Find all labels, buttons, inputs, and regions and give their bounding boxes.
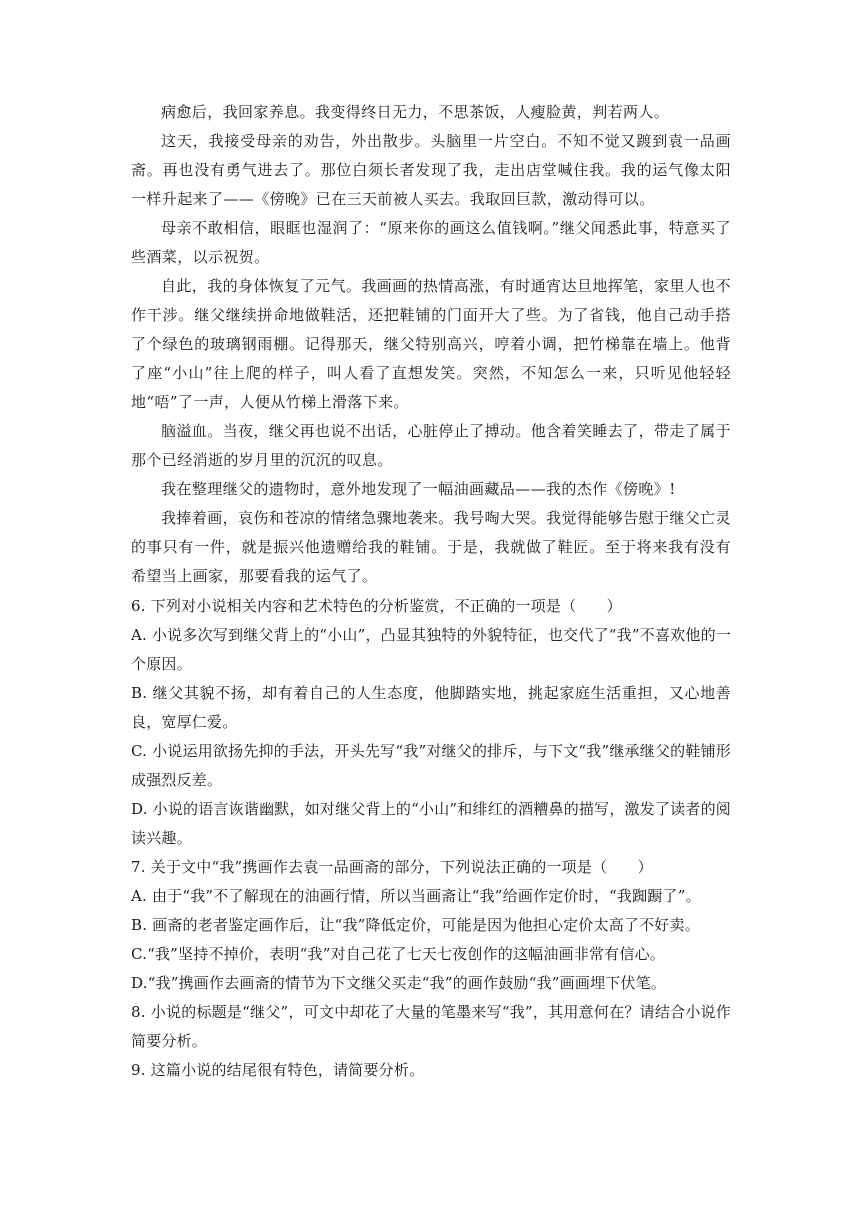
question-6-stem: 6. 下列对小说相关内容和艺术特色的分析鉴赏，不正确的一项是（ ） xyxy=(131,597,622,615)
story-paragraph: 病愈后，我回家养息。我变得终日无力，不思茶饭，人瘦脸黄，判若两人。 xyxy=(161,103,670,121)
question-section xyxy=(131,592,731,1085)
question-9-stem: 9. 这篇小说的结尾很有特色，请简要分析。 xyxy=(131,1061,425,1079)
question-7-option-d: D.“我”携画作去画斋的情节为下文继父买走“我”的画作鼓励“我”画画埋下伏笔。 xyxy=(131,974,667,992)
story-paragraph: 自此，我的身体恢复了元气。我画画的热情高涨，有时通宵达旦地挥笔，家里人也不作干涉。继父继续拼命地做鞋活，还把鞋铺的门面开大了些。为了省钱，他自己动手搭了个绿色的玻璃钢雨棚。记得那天，继父特别高兴，哼着小调，把竹梯靠在墙上。他背了座“小山”往上爬的样子，叫人看了直想发笑。突然，不知怎么一来，只听见他轻轻地“唔”了一声，人便从竹梯上滑落下来。 xyxy=(131,277,731,411)
question-7-stem: 7. 关于文中“我”携画作去袁一品画斋的部分，下列说法正确的一项是（ ） xyxy=(131,858,653,876)
question-7-option-b: B. 画斋的老者鉴定画作后，让“我”降低定价，可能是因为他担心定价太高了不好卖。 xyxy=(131,916,700,934)
story-paragraph: 脑溢血。当夜，继父再也说不出话，心脏停止了搏动。他含着笑睡去了，带走了属于那个已经消逝的岁月里的沉沉的叹息。 xyxy=(131,422,731,469)
story-paragraph: 这天，我接受母亲的劝告，外出散步。头脑里一片空白。不知不觉又踱到袁一品画斋。再也没有勇气进去了。那位白须长者发现了我，走出店堂喊住我。我的运气像太阳一样升起来了——《傍晚》已在三天前被人买去。我取回巨款，激动得可以。 xyxy=(131,132,731,208)
question-6-option-b: B. 继父其貌不扬，却有着自己的人生态度，他脚踏实地，挑起家庭生活重担，又心地善良，宽厚仁爱。 xyxy=(131,684,731,731)
question-6-option-d: D. 小说的语言诙谐幽默，如对继父背上的“小山”和绯红的酒糟鼻的描写，激发了读者的阅读兴趣。 xyxy=(131,800,731,847)
page-content xyxy=(131,98,731,1085)
story-paragraph: 我在整理继父的遗物时，意外地发现了一幅油画藏品——我的杰作《傍晚》! xyxy=(161,480,676,498)
story-paragraph: 我捧着画，哀伤和苍凉的情绪急骤地袭来。我号啕大哭。我觉得能够告慰于继父亡灵的事只有一件，就是振兴他遗赠给我的鞋铺。于是，我就做了鞋匠。至于将来我有没有希望当上画家，那要看我的运气了。 xyxy=(131,509,731,585)
question-6-option-c: C. 小说运用欲扬先抑的手法，开头先写“我”对继父的排斥，与下文“我”继承继父的鞋铺形成强烈反差。 xyxy=(131,742,731,789)
story-paragraph: 母亲不敢相信，眼眶也湿润了：“原来你的画这么值钱啊。”继父闻悉此事，特意买了些酒菜，以示祝贺。 xyxy=(131,219,731,266)
question-6-option-a: A. 小说多次写到继父背上的“小山”，凸显其独特的外貌特征，也交代了“我”不喜欢他的一个原因。 xyxy=(131,626,731,673)
question-8-stem: 8. 小说的标题是“继父”，可文中却花了大量的笔墨来写“我”，其用意何在？请结合小说作简要分析。 xyxy=(131,1003,731,1050)
story-excerpt xyxy=(131,98,731,591)
question-7-option-c: C.“我”坚持不掉价，表明“我”对自己花了七天七夜创作的这幅油画非常有信心。 xyxy=(131,945,665,963)
question-7-option-a: A. 由于“我”不了解现在的油画行情，所以当画斋让“我”给画作定价时，“我踟蹰了”。 xyxy=(131,887,701,905)
